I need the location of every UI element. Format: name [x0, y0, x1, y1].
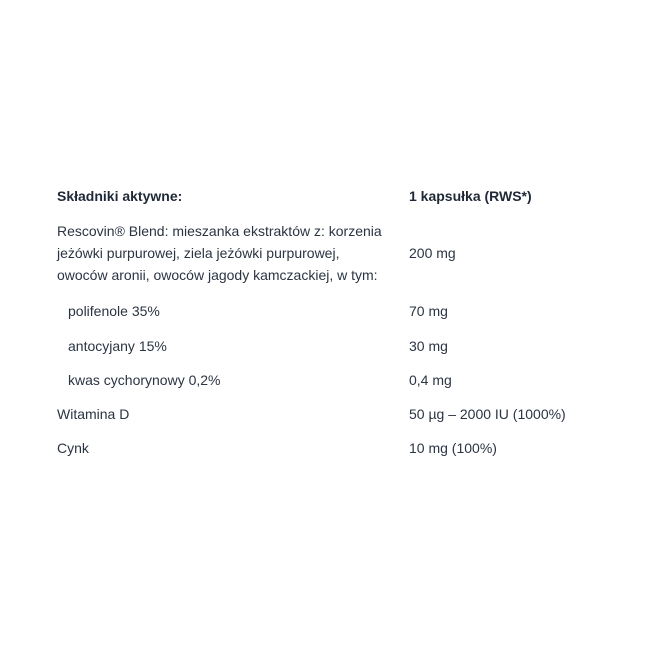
ingredient-name-line: owoców aronii, owoców jagody kamczackiej, w tym: — [57, 267, 378, 283]
ingredient-name-line: Rescovin® Blend: mieszanka ekstraktów z: korzenia — [57, 223, 382, 239]
ingredient-name: Cynk — [57, 440, 89, 456]
ingredient-name: Witamina D — [57, 406, 130, 422]
ingredient-dose: 30 mg — [409, 338, 448, 354]
ingredient-dose: 50 µg – 2000 IU (1000%) — [409, 406, 566, 422]
ingredient-dose: 10 mg (100%) — [409, 440, 497, 456]
dose-column-header: 1 kapsułka (RWS*) — [409, 188, 532, 204]
ingredient-dose: 70 mg — [409, 303, 448, 319]
ingredient-dose: 0,4 mg — [409, 372, 452, 388]
ingredients-column-header: Składniki aktywne: — [57, 188, 183, 204]
ingredient-name: polifenole 35% — [68, 303, 160, 319]
ingredient-name — [57, 220, 397, 286]
ingredient-dose: 200 mg — [409, 245, 456, 261]
ingredient-name-line: jeżówki purpurowej, ziela jeżówki purpurowej, — [57, 245, 340, 261]
ingredient-name: kwas cychorynowy 0,2% — [68, 372, 221, 388]
ingredient-name: antocyjany 15% — [68, 338, 167, 354]
